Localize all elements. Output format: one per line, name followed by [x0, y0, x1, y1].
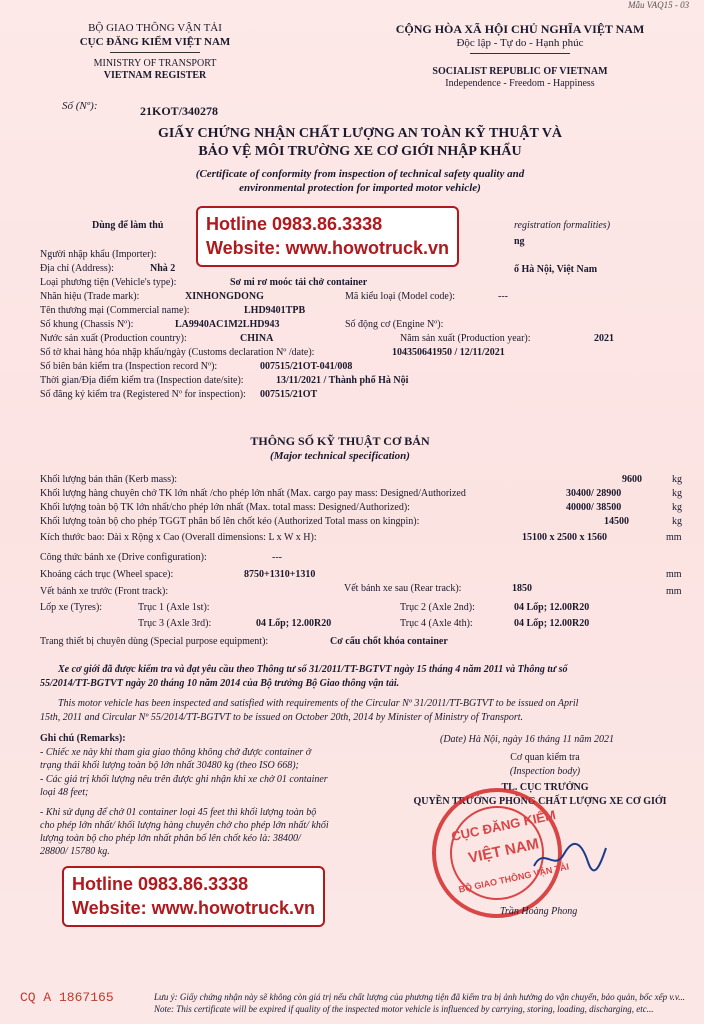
register-en: VIETNAM REGISTER	[103, 70, 207, 81]
hotline-text: Hotline 0983.86.3338	[206, 214, 383, 234]
model-code-label: Mã kiểu loại (Model code):	[345, 291, 455, 302]
axle4-value: 04 Lốp; 12.00R20	[514, 618, 590, 629]
website-text: Website: www.howotruck.vn	[206, 238, 450, 259]
total-value: 40000/ 38500	[566, 502, 622, 513]
vehicle-type-value: Sơ mi rơ moóc tải chở container	[230, 277, 368, 288]
hotline-text-bottom: Hotline 0983.86.3338	[72, 874, 249, 894]
engine-label: Số động cơ (Engine Nº):	[345, 319, 444, 330]
conformity-vn-2: 55/2014/TT-BGTVT ngày 20 tháng 10 năm 2014 của Bộ trưởng Bộ Giao thông vận tải.	[40, 678, 400, 689]
signer-prefix: TL. CỤC TRƯỞNG	[501, 782, 589, 793]
spec-title-vn: THÔNG SỐ KỸ THUẬT CƠ BẢN	[250, 434, 430, 448]
seal-bottom-text: BỘ GIAO THÔNG VẬN TẢI	[457, 861, 570, 895]
kerb-unit: kg	[672, 474, 682, 485]
tyres-label: Lốp xe (Tyres):	[40, 602, 103, 613]
republic-vn: CỘNG HÒA XÃ HỘI CHỦ NGHĨA VIỆT NAM	[395, 22, 645, 36]
inspection-date-value: 13/11/2021 / Thành phố Hà Nội	[276, 375, 409, 386]
register-vn: CỤC ĐĂNG KIỂM VIỆT NAM	[79, 36, 231, 48]
date-line: (Date) Hà Nội, ngày 16 tháng 11 năm 2021	[440, 734, 614, 745]
cargo-unit: kg	[672, 488, 682, 499]
axle4-label: Trục 4 (Axle 4th):	[400, 618, 473, 629]
registered-label: Số đăng ký kiểm tra (Registered Nº for inspection):	[40, 389, 246, 400]
purpose-right: registration formalities)	[514, 220, 611, 231]
equipment-value: Cơ cấu chốt khóa container	[330, 636, 448, 647]
seal-top-text: CỤC ĐĂNG KIỂM	[450, 807, 558, 844]
front-track-label: Vết bánh xe trước (Front track):	[40, 586, 169, 597]
motto-en: Independence - Freedom - Happiness	[445, 78, 595, 89]
country-label: Nước sản xuất (Production country):	[40, 333, 187, 344]
signature-image	[530, 836, 610, 876]
title-line-2: BẢO VỆ MÔI TRƯỜNG XE CƠ GIỚI NHẬP KHẨU	[198, 144, 522, 159]
kingpin-label: Khối lượng toàn bộ cho phép TGGT phân bố lên chốt kéo (Authorized Total mass on kingpin):	[40, 516, 420, 527]
purpose-label: Dùng để làm thủ	[92, 220, 164, 231]
signer-name: Trần Hoàng Phong	[500, 906, 578, 917]
address-label: Địa chỉ (Address):	[40, 263, 114, 274]
remarks-label: Ghi chú (Remarks):	[40, 733, 126, 744]
trade-mark-value: XINHONGDONG	[185, 291, 264, 302]
registered-value: 007515/21OT	[260, 389, 318, 400]
chassis-label: Số khung (Chassis Nº):	[40, 319, 134, 330]
cargo-value: 30400/ 28900	[566, 488, 622, 499]
kerb-label: Khối lượng bản thân (Kerb mass):	[40, 474, 178, 485]
ministry-vn: BỘ GIAO THÔNG VẬN TẢI	[88, 22, 222, 34]
equipment-label: Trang thiết bị chuyên dùng (Special purpose equipment):	[40, 636, 269, 647]
kingpin-unit: kg	[672, 516, 682, 527]
address-value: Nhà 2	[150, 263, 176, 274]
dims-value: 15100 x 2500 x 1560	[522, 532, 607, 543]
commercial-name-value: LHD9401TPB	[244, 305, 306, 316]
axle2-label: Trục 2 (Axle 2nd):	[400, 602, 475, 613]
title-en-1: (Certificate of conformity from inspection of technical safety quality and	[195, 168, 525, 180]
wheel-space-value: 8750+1310+1310	[244, 569, 316, 580]
customs-label: Số tờ khai hàng hóa nhập khẩu/ngày (Customs declaration Nº /date):	[40, 347, 315, 358]
conformity-en-2: 15th, 2011 and Circular Nº 55/2014/TT-BGTVT to be issued on October 20th, 2014 by Minister of Ministry of Transport.	[40, 712, 524, 723]
axle1-label: Trục 1 (Axle 1st):	[138, 602, 210, 613]
remark-3: - Khi sử dụng để chở 01 container loại 45 feet thì khối lượng toàn bộ cho phép lớn nhất/ khối lượng hàng chuyên chở cho phép lớn nhất/ khối lượng toàn bộ cho phép lớn nhất phân bố lên chốt kéo là: 38400/ 28800/ 15780 kg.	[40, 807, 329, 857]
number-label: Số (Nº):	[62, 100, 98, 112]
ministry-en: MINISTRY OF TRANSPORT	[93, 58, 217, 69]
rear-track-value: 1850	[512, 583, 532, 594]
dims-label: Kích thước bao: Dài x Rộng x Cao (Overall dimensions: L x W x H):	[40, 532, 317, 543]
customs-value: 104350641950 / 12/11/2021	[392, 347, 505, 358]
model-code-value: ---	[498, 291, 508, 302]
header-right-rule	[470, 53, 570, 54]
conformity-en-1: This motor vehicle has been inspected and satisfied with requirements of the Circular Nº 31/2011/TT-BGTVT to be issued on April	[58, 698, 579, 709]
conformity-vn-1: Xe cơ giới đã được kiểm tra và đạt yêu cầu theo Thông tư số 31/2011/TT-BGTVT ngày 15 tháng 4 năm 2011 và Thông tư số	[58, 664, 568, 675]
drive-label: Công thức bánh xe (Drive configuration):	[40, 552, 207, 563]
drive-value: ---	[272, 552, 282, 563]
purpose-tail: ng	[514, 236, 525, 247]
serial-number: CQ A 1867165	[20, 990, 114, 1005]
total-label: Khối lượng toàn bộ TK lớn nhất/cho phép lớn nhất (Max. total mass: Designed/Authorized):	[40, 502, 410, 513]
kingpin-value: 14500	[604, 516, 629, 527]
commercial-name-label: Tên thương mại (Commercial name):	[40, 305, 190, 316]
seal-middle-text: VIỆT NAM	[466, 835, 541, 867]
inspection-record-value: 007515/21OT-041/008	[260, 361, 353, 372]
number-value: 21KOT/340278	[140, 104, 219, 118]
rear-track-unit: mm	[666, 586, 682, 597]
total-unit: kg	[672, 502, 682, 513]
inspection-body-en: (Inspection body)	[509, 766, 581, 777]
form-code: Mẫu VAQ15 - 03	[628, 0, 690, 10]
axle2-value: 04 Lốp; 12.00R20	[514, 602, 590, 613]
year-label: Năm sản xuất (Production year):	[400, 333, 531, 344]
inspection-date-label: Thời gian/Địa điểm kiểm tra (Inspection date/site):	[40, 375, 244, 386]
header-left-rule	[110, 52, 200, 53]
republic-en: SOCIALIST REPUBLIC OF VIETNAM	[432, 66, 608, 77]
trade-mark-label: Nhãn hiệu (Trade mark):	[40, 291, 140, 302]
wheel-space-label: Khoảng cách trục (Wheel space):	[40, 569, 174, 580]
kerb-value: 9600	[622, 474, 642, 485]
motto-vn: Độc lập - Tự do - Hạnh phúc	[456, 37, 584, 49]
title-en-2: environmental protection for imported motor vehicle)	[239, 182, 481, 194]
footer-note-en: Note: This certificate will be expired if quality of the inspected motor vehicle is influenced by carrying, storing, loading, discharging, etc...	[154, 1004, 654, 1014]
inspection-body-vn: Cơ quan kiểm tra	[510, 752, 580, 763]
inspection-record-label: Số biên bản kiểm tra (Inspection record Nº):	[40, 361, 218, 372]
importer-label: Người nhập khẩu (Importer):	[40, 249, 157, 260]
chassis-value: LA9940AC1M2LHD943	[175, 319, 280, 330]
country-value: CHINA	[240, 333, 274, 344]
title-line-1: GIẤY CHỨNG NHẬN CHẤT LƯỢNG AN TOÀN KỸ THUẬT VÀ	[157, 126, 563, 141]
rear-track-label: Vết bánh xe sau (Rear track):	[344, 583, 462, 594]
year-value: 2021	[594, 333, 614, 344]
signer-dept: QUYỀN TRƯỞNG PHÒNG CHẤT LƯỢNG XE CƠ GIỚI	[413, 796, 667, 807]
axle3-value: 04 Lốp; 12.00R20	[256, 618, 332, 629]
hotline-banner-top	[196, 206, 459, 267]
spec-title-en: (Major technical specification)	[270, 450, 410, 462]
axle3-label: Trục 3 (Axle 3rd):	[138, 618, 212, 629]
vehicle-type-label: Loại phương tiện (Vehicle's type):	[40, 277, 177, 288]
cargo-label: Khối lượng hàng chuyên chở TK lớn nhất /cho phép lớn nhất (Max. cargo pay mass: Designed/Authorized	[40, 488, 466, 499]
footer-note-vn: Lưu ý: Giấy chứng nhận này sẽ không còn giá trị nếu chất lượng của phương tiện đã kiểm tra bị ảnh hưởng do vận chuyển, bảo quản, bốc xếp v.v...	[154, 992, 686, 1002]
remark-2: - Các giá trị khối lượng nêu trên được ghi nhận khi xe chở 01 container loại 48 feet;	[40, 774, 328, 798]
wheel-space-unit: mm	[666, 569, 682, 580]
website-text-bottom: Website: www.howotruck.vn	[72, 898, 316, 919]
dims-unit: mm	[666, 532, 682, 543]
address-tail: ố Hà Nội, Việt Nam	[514, 264, 598, 275]
remark-1: - Chiếc xe này khi tham gia giao thông không chở được container ở trạng thái khối lượng toàn bộ lớn nhất 30480 kg (theo ISO 668);	[40, 747, 312, 771]
hotline-banner-bottom	[62, 866, 325, 927]
